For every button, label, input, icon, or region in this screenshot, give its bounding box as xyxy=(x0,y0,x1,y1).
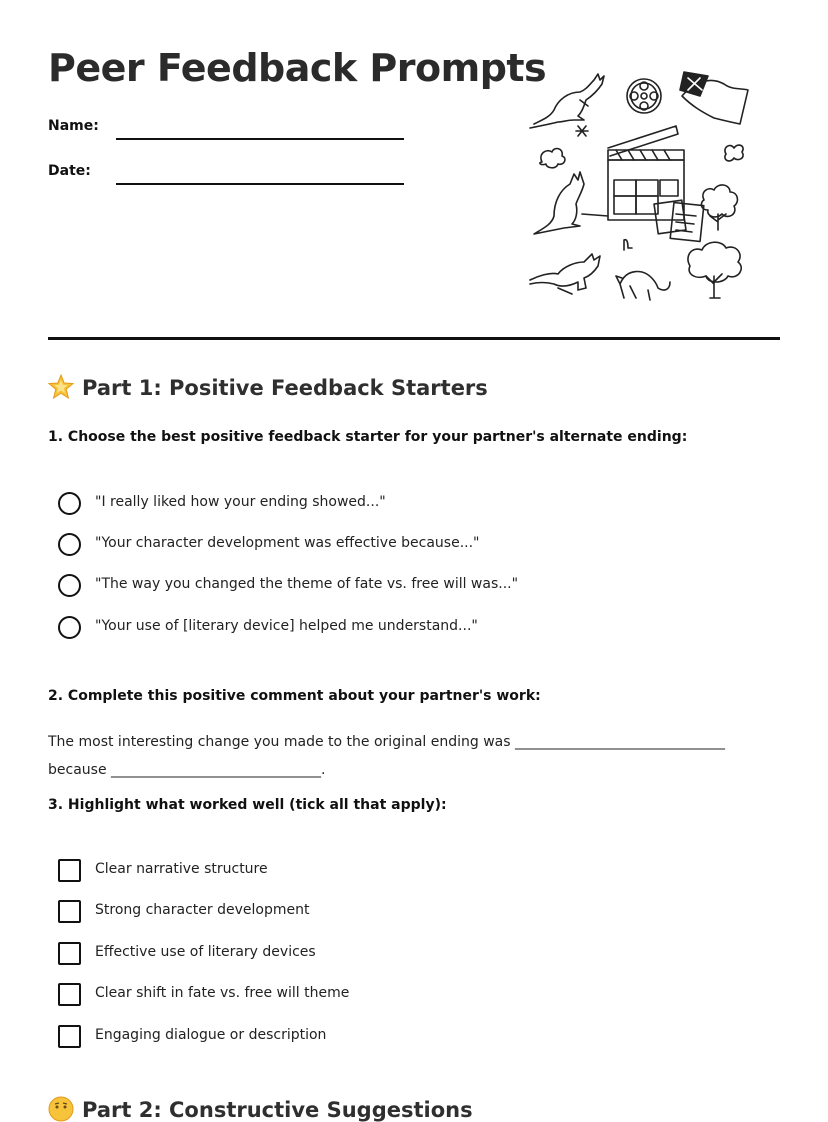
date-label: Date: xyxy=(48,163,91,179)
header-divider xyxy=(48,337,780,340)
possum-icon xyxy=(616,272,670,301)
film-reel-icon xyxy=(627,79,661,113)
tree-icon xyxy=(688,242,741,298)
radio-button[interactable] xyxy=(58,533,81,556)
part1-heading-text: Part 1: Positive Feedback Starters xyxy=(82,376,488,400)
date-field[interactable] xyxy=(116,183,404,185)
checkbox[interactable] xyxy=(58,900,81,923)
pointer-icon xyxy=(624,240,632,250)
radio-option-label: "Your use of [literary device] helped me understand..." xyxy=(95,618,478,634)
storyboard-icon xyxy=(654,200,704,241)
page-title: Peer Feedback Prompts xyxy=(48,46,547,90)
checkbox[interactable] xyxy=(58,983,81,1006)
radio-button[interactable] xyxy=(58,616,81,639)
radio-option[interactable] xyxy=(58,616,658,642)
bush-icon xyxy=(725,145,743,161)
name-field[interactable] xyxy=(116,138,404,140)
checkbox-option-label: Engaging dialogue or description xyxy=(95,1027,327,1043)
radio-option-label: "I really liked how your ending showed..." xyxy=(95,494,386,510)
checkbox-option-label: Effective use of literary devices xyxy=(95,944,316,960)
sparkle-icon xyxy=(576,126,588,136)
checkbox[interactable] xyxy=(58,942,81,965)
radio-button[interactable] xyxy=(58,574,81,597)
radio-button[interactable] xyxy=(58,492,81,515)
radio-option-label: "Your character development was effective because..." xyxy=(95,535,480,551)
clapperboard-icon xyxy=(608,126,684,220)
checkbox-option[interactable] xyxy=(58,942,658,968)
name-label: Name: xyxy=(48,118,99,134)
radio-option[interactable] xyxy=(58,492,658,518)
checkbox[interactable] xyxy=(58,859,81,882)
checkbox-option[interactable] xyxy=(58,900,658,926)
checkbox-option[interactable] xyxy=(58,859,658,885)
question-1: 1. Choose the best positive feedback starter for your partner's alternate ending: xyxy=(48,429,688,445)
kangaroo-icon xyxy=(530,254,600,294)
australian-flag-icon xyxy=(680,72,748,124)
radio-option[interactable] xyxy=(58,574,658,600)
checkbox-option-label: Clear shift in fate vs. free will theme xyxy=(95,985,350,1001)
checkbox-option-label: Strong character development xyxy=(95,902,310,918)
question-2: 2. Complete this positive comment about your partner's work: xyxy=(48,688,541,704)
part2-heading xyxy=(48,1096,473,1122)
part2-heading-text: Part 2: Constructive Suggestions xyxy=(82,1098,473,1122)
checkbox-option[interactable] xyxy=(58,1025,658,1051)
kangaroo-icon xyxy=(534,172,608,234)
tree-icon xyxy=(701,185,737,230)
radio-option[interactable] xyxy=(58,533,658,559)
question-3: 3. Highlight what worked well (tick all that apply): xyxy=(48,797,447,813)
radio-option-label: "The way you changed the theme of fate vs. free will was..." xyxy=(95,576,519,592)
star-icon xyxy=(48,374,74,400)
bush-icon xyxy=(540,149,565,168)
header-illustration xyxy=(524,62,756,306)
checkbox-option[interactable] xyxy=(58,983,658,1009)
part1-heading xyxy=(48,374,488,400)
fill-in-sentence[interactable]: The most interesting change you made to the original ending was ______________________________ because ______________________________. xyxy=(48,734,726,778)
checkbox[interactable] xyxy=(58,1025,81,1048)
thinking-face-icon xyxy=(48,1096,74,1122)
kangaroo-icon xyxy=(530,74,604,128)
checkbox-option-label: Clear narrative structure xyxy=(95,861,268,877)
